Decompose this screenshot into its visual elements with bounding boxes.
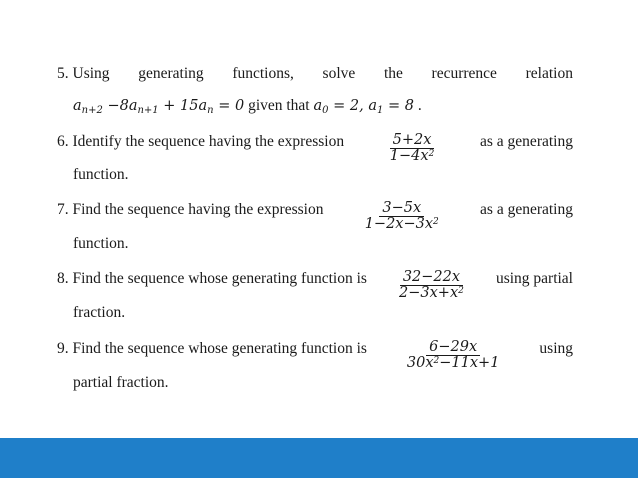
item-number: 5. Using bbox=[57, 65, 110, 82]
word: the bbox=[383, 65, 403, 82]
fraction: $\frac{3-5x}{1-2x-3x^2}$ bbox=[364, 200, 439, 232]
footer-bar bbox=[0, 438, 638, 478]
item-7-line-2: function. bbox=[73, 235, 129, 252]
item-5-line-1 bbox=[57, 64, 573, 84]
item-text-after: using bbox=[539, 340, 573, 357]
fraction: $\frac{6-29x}{30x^2-11x+1}$ bbox=[406, 339, 500, 371]
word: recurrence bbox=[431, 65, 497, 82]
item-9-line-1 bbox=[57, 339, 573, 372]
word: generating bbox=[138, 65, 204, 82]
word: relation bbox=[525, 65, 573, 82]
item-8-line-2: fraction. bbox=[73, 304, 126, 321]
word: solve bbox=[322, 65, 356, 82]
item-6-line-1 bbox=[57, 132, 573, 165]
item-text: 9. Find the sequence whose generating function is bbox=[57, 340, 367, 357]
item-text: 8. Find the sequence whose generating function is bbox=[57, 270, 367, 287]
item-text-after: as a generating bbox=[480, 133, 573, 150]
item-text: 7. Find the sequence having the expression bbox=[57, 201, 324, 218]
given-text: given that bbox=[244, 97, 314, 114]
item-9-line-2: partial fraction. bbox=[73, 374, 169, 391]
item-6-line-2: function. bbox=[73, 166, 129, 183]
item-text-after: using partial bbox=[495, 270, 573, 287]
item-text-after: as a generating bbox=[480, 201, 573, 218]
word: functions, bbox=[232, 65, 294, 82]
item-text: 6. Identify the sequence having the expression bbox=[57, 133, 345, 150]
initial-conditions: $a_0 = 2$, $a_1 = 8$ bbox=[313, 98, 414, 116]
item-7-line-1 bbox=[57, 200, 573, 233]
fraction: $\frac{32-22x}{2-3x+x^2}$ bbox=[399, 269, 464, 301]
fraction: $\frac{5+2x}{1-4x^2}$ bbox=[389, 132, 435, 164]
item-5-line-2: $a_{n+2} -8a_{n+1} + 15a_n = 0$ given that $a_0 = 2$, $a_1 = 8$ . bbox=[73, 97, 422, 116]
recurrence-equation: $a_{n+2} -8a_{n+1} + 15a_n = 0$ bbox=[73, 98, 245, 116]
item-8-line-1 bbox=[57, 269, 573, 302]
